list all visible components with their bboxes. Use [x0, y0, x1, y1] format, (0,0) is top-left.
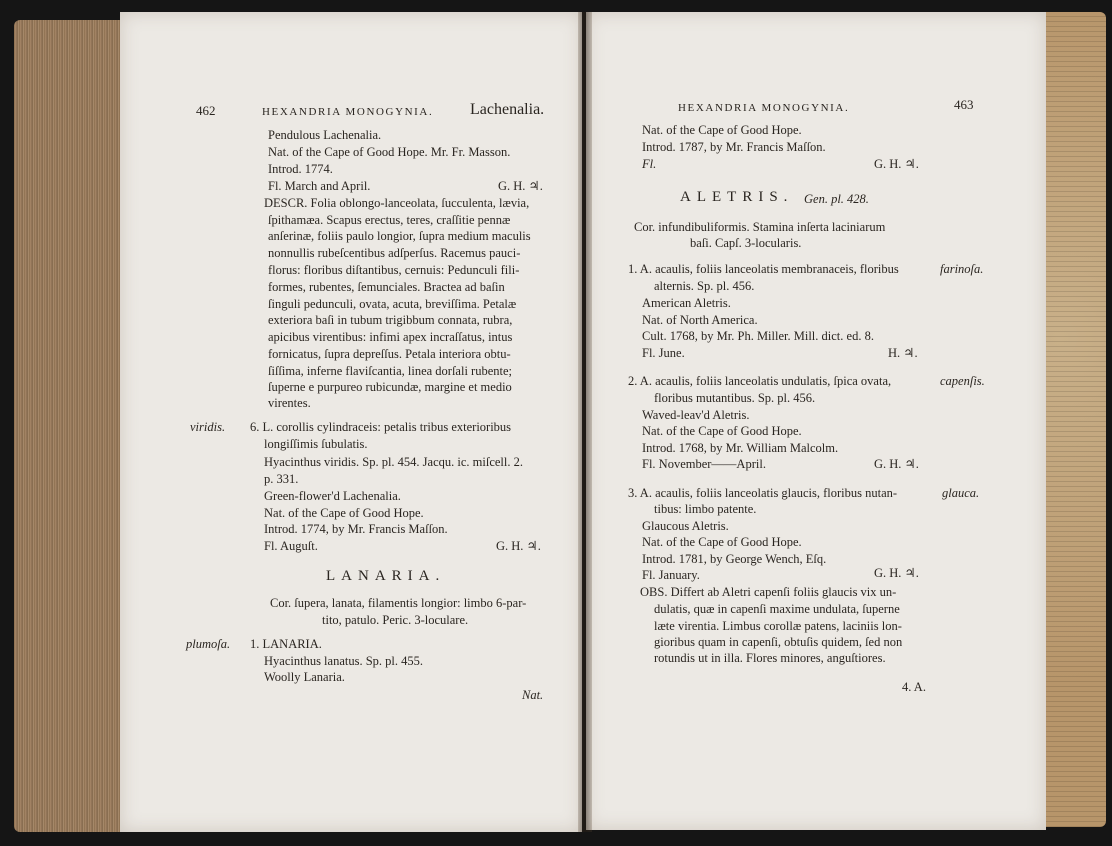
catchword: Nat.	[522, 688, 544, 702]
text-line: fornicatus, ſupra depreſſus. Petala interiora obtu-	[268, 347, 511, 361]
text-line: ſinguli pedunculi, ovata, acuta, breviſſima. Petalæ	[268, 297, 517, 311]
habitat-mark: G. H. ♃.	[496, 539, 541, 553]
text-line: gioribus quam in capenſi, obtuſis quidem, ſed non	[654, 635, 903, 649]
left-page-edges	[14, 20, 126, 832]
text-line: Introd. 1774, by Mr. Francis Maſſon.	[264, 522, 448, 536]
left-running-genus: Lachenalia.	[470, 101, 545, 118]
text-line: ſiſſima, inferne flaviſcantia, linea dorſali rubente;	[268, 364, 513, 378]
genus-reference: Gen. pl. 428.	[804, 192, 869, 206]
text-line: tito, patulo. Peric. 3-loculare.	[322, 613, 469, 627]
text-line: Nat. of the Cape of Good Hope. Mr. Fr. Masson.	[268, 145, 511, 159]
text-line: Fl. November——April.	[642, 457, 766, 471]
left-page-number: 462	[196, 103, 216, 118]
text-line: Nat. of the Cape of Good Hope.	[642, 123, 802, 137]
book-gutter	[578, 12, 592, 832]
text-line: nonnullis rubeſcentibus adſperſus. Racemus pauci-	[268, 246, 521, 260]
text-line: Fl. Auguſt.	[264, 539, 318, 553]
text-line: baſi. Capſ. 3-locularis.	[690, 236, 802, 250]
text-line: alternis. Sp. pl. 456.	[654, 279, 755, 293]
catchword: 4. A.	[902, 680, 926, 694]
text-line: Green-flower'd Lachenalia.	[264, 489, 401, 503]
text-line: virentes.	[268, 396, 311, 410]
text-line: florus: floribus diſtantibus, cernuis: Pedunculi fili-	[268, 263, 520, 277]
margin-note: farinoſa.	[940, 262, 984, 276]
text-line: Nat. of the Cape of Good Hope.	[642, 424, 802, 438]
text-line: Hyacinthus lanatus. Sp. pl. 455.	[264, 654, 424, 668]
text-line: formes, rubentes, ſemunciales. Bractea ad baſin	[268, 280, 505, 294]
text-line: Fl. January.	[642, 568, 700, 582]
text-line: DESCR. Folia oblongo-lanceolata, ſucculenta, lævia,	[264, 196, 530, 210]
text-line: læte virentia. Limbus corollæ patens, laciniis lon-	[654, 619, 902, 633]
text-line: Fl. June.	[642, 346, 685, 360]
text-line: Cor. infundibuliformis. Stamina inſerta laciniarum	[634, 220, 886, 234]
text-line: Pendulous Lachenalia.	[268, 128, 382, 142]
text-line: anſerinæ, foliis paulo longior, ſupra medium maculis	[268, 229, 531, 243]
right-page-number: 463	[954, 97, 974, 112]
text-line: Waved-leav'd Aletris.	[642, 408, 750, 422]
text-line: 6. L. corollis cylindraceis: petalis tribus exterioribus	[250, 420, 512, 434]
text-line: rotundis ut in illa. Flores minores, anguſtiores.	[654, 651, 886, 665]
text-line: 3. A. acaulis, foliis lanceolatis glaucis, floribus nutan-	[628, 486, 898, 500]
text-line: Nat. of North America.	[642, 313, 758, 327]
text-line: tibus: limbo patente.	[654, 502, 757, 516]
margin-note: viridis.	[190, 420, 226, 434]
text-line: Hyacinthus viridis. Sp. pl. 454. Jacqu. ic. miſcell. 2.	[264, 455, 523, 469]
text-line: 1. LANARIA.	[250, 637, 322, 651]
margin-note: glauca.	[942, 486, 980, 500]
text-line: Cult. 1768, by Mr. Ph. Miller. Mill. dict. ed. 8.	[642, 329, 874, 343]
text-line: Nat. of the Cape of Good Hope.	[264, 506, 424, 520]
text-line: Introd. 1787, by Mr. Francis Maſſon.	[642, 140, 826, 154]
text-line: ſpithamæa. Scapus erectus, teres, craſſitie pennæ	[268, 213, 511, 227]
text-line: ſuperne e purpureo rubicundæ, margine et medio	[268, 380, 512, 394]
text-line: Introd. 1781, by George Wench, Eſq.	[642, 552, 827, 566]
habitat-mark: G. H. ♃.	[874, 566, 919, 580]
right-page-edges	[1040, 12, 1106, 827]
text-line: 2. A. acaulis, foliis lanceolatis undulatis, ſpica ovata,	[628, 374, 892, 388]
text-line: Introd. 1774.	[268, 162, 333, 176]
text-line: dulatis, quæ in capenſi maxime undulata, ſuperne	[654, 602, 900, 616]
right-running-head: HEXANDRIA MONOGYNIA.	[678, 102, 850, 114]
habitat-mark: H. ♃.	[888, 346, 918, 360]
genus-heading: LANARIA.	[326, 568, 446, 584]
text-line: Glaucous Aletris.	[642, 519, 729, 533]
habitat-mark: G. H. ♃.	[874, 157, 919, 171]
text-line: Nat. of the Cape of Good Hope.	[642, 535, 802, 549]
text-line: Introd. 1768, by Mr. William Malcolm.	[642, 441, 839, 455]
text-line: floribus mutantibus. Sp. pl. 456.	[654, 391, 816, 405]
margin-note: capenſis.	[940, 374, 985, 388]
text-line: apicibus virentibus: infimi apex incraſſatus, intus	[268, 330, 513, 344]
text-line: Cor. ſupera, lanata, filamentis longior: limbo 6-par-	[270, 596, 527, 610]
text-line: p. 331.	[264, 472, 299, 486]
habitat-mark: G. H. ♃.	[498, 179, 543, 193]
text-line: exteriora baſi in tubum trigibbum connata, rubra,	[268, 313, 513, 327]
text-line: OBS. Differt ab Aletri capenſi foliis glaucis vix un-	[640, 585, 897, 599]
margin-note: plumoſa.	[186, 637, 231, 651]
text-line: longiſſimis ſubulatis.	[264, 437, 368, 451]
genus-heading: ALETRIS.	[680, 189, 794, 205]
left-running-head: HEXANDRIA MONOGYNIA.	[262, 106, 434, 118]
text-line: American Aletris.	[642, 296, 731, 310]
text-line: 1. A. acaulis, foliis lanceolatis membranaceis, floribus	[628, 262, 899, 276]
text-line: Fl.	[642, 157, 657, 171]
habitat-mark: G. H. ♃.	[874, 457, 919, 471]
text-line: Fl. March and April.	[268, 179, 371, 193]
text-line: Woolly Lanaria.	[264, 670, 345, 684]
